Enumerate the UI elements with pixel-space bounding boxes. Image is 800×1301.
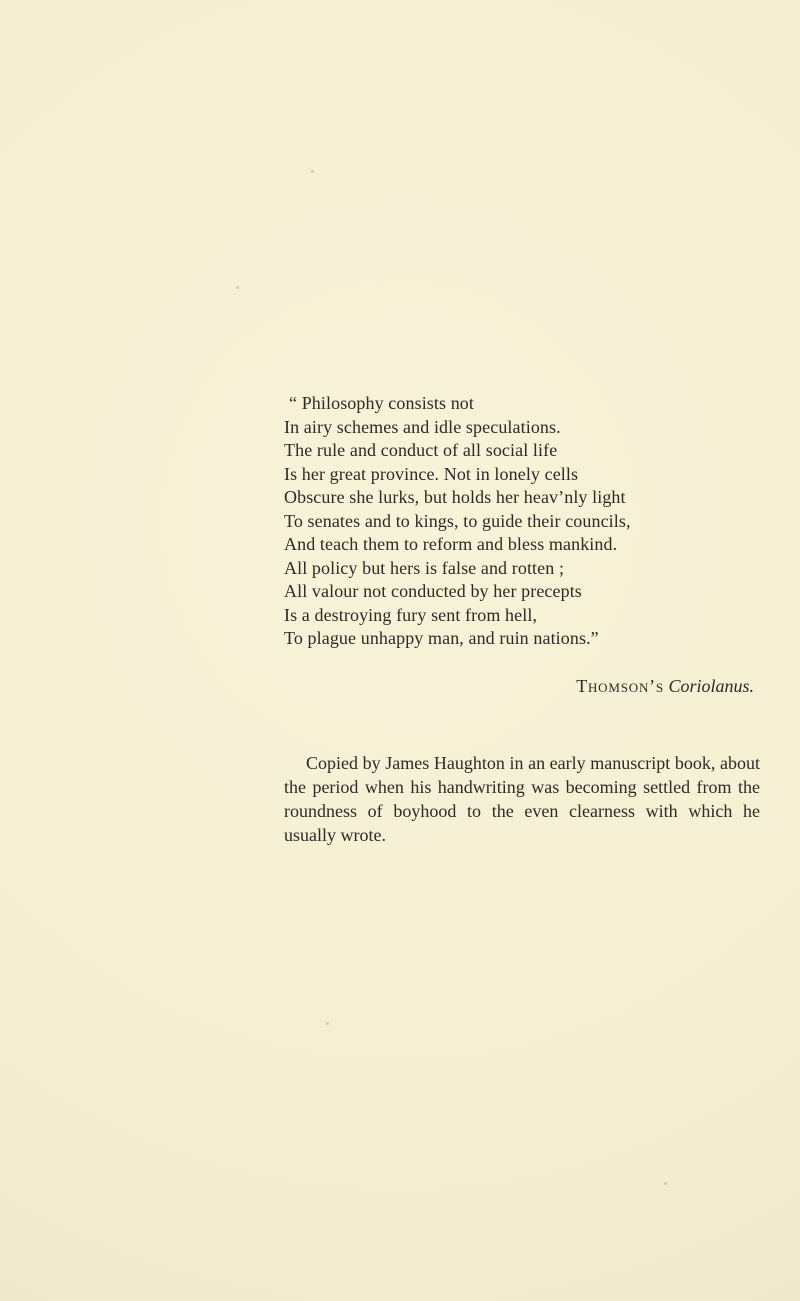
poem-line: Is a destroying fury sent from hell,	[284, 604, 538, 625]
attribution-work: Coriolanus.	[668, 676, 754, 696]
paper-speck	[236, 286, 239, 289]
poem-line: To plague unhappy man, and ruin nations.”	[284, 628, 599, 648]
poem-attribution	[500, 676, 754, 697]
poem-line: Is her great province. Not in lonely cells	[284, 463, 579, 484]
provenance-note: Copied by James Haughton in an early manuscript book, about the period when his handwriting was becoming settled from the roundness of boyhood to the even clearness with which he usually wrote.	[284, 753, 760, 845]
attribution-author: Thomson’s	[576, 676, 664, 696]
poem-line: The rule and conduct of all social life	[284, 440, 558, 460]
paper-speck	[326, 1022, 329, 1025]
poem-quotation	[284, 392, 754, 651]
poem-line: “ Philosophy consists not	[289, 393, 475, 413]
poem-line: All valour not conducted by her precepts	[284, 581, 582, 601]
poem-line: To senates and to kings, to guide their councils,	[284, 510, 631, 531]
poem-line: And teach them to reform and bless mankind.	[284, 534, 618, 554]
paper-speck	[311, 170, 314, 173]
poem-line: Obscure she lurks, but holds her heav’nly light	[284, 487, 626, 507]
poem-line: In airy schemes and idle speculations.	[284, 416, 561, 437]
poem-line: All policy but hers is false and rotten ;	[284, 557, 565, 578]
paper-speck	[664, 1182, 667, 1185]
